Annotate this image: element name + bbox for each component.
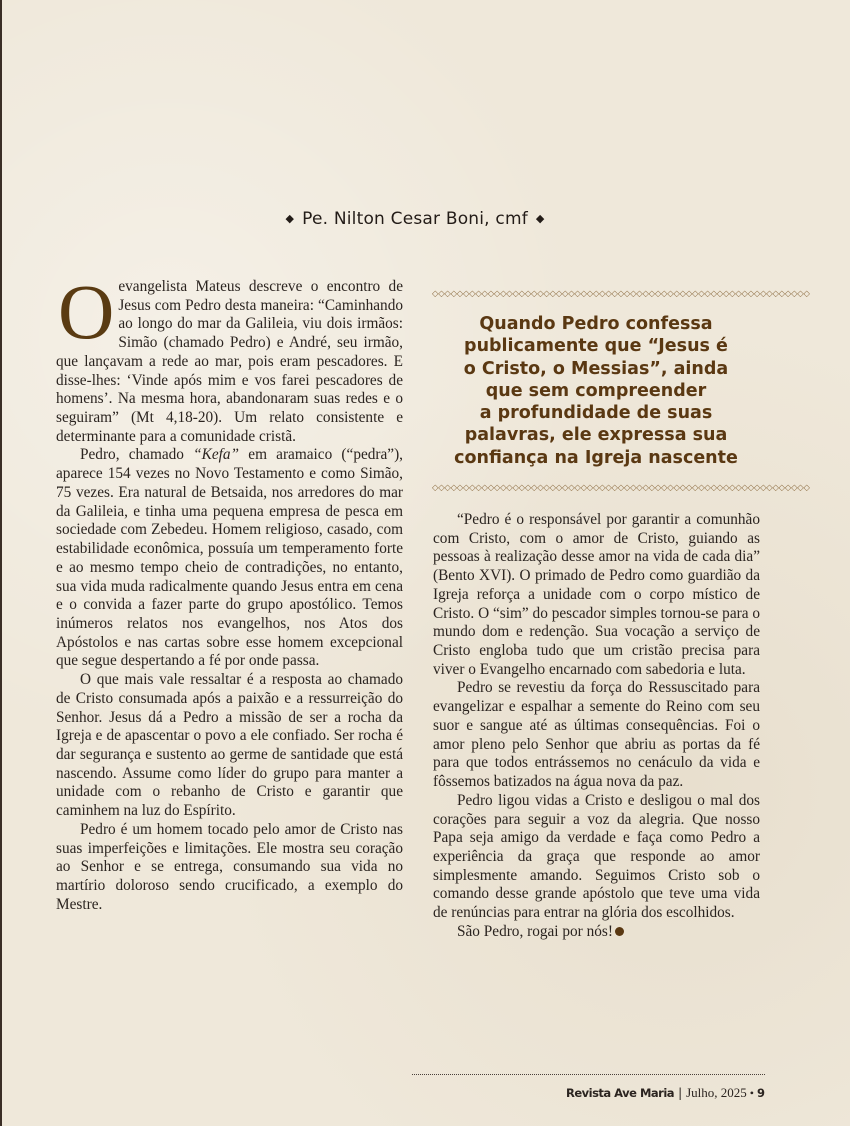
pull-quote (432, 287, 810, 494)
diamond-ornament-icon: ◆ (285, 212, 295, 225)
pull-quote-text: Quando Pedro confessa publicamente que “Jesus é o Cristo, o Messias”, ainda que sem compreender a profundidade de suas palavras, ele expressa sua confiança na Igreja nascente (454, 314, 738, 468)
footer-separator: | (678, 1086, 683, 1100)
footer-bullet: • (749, 1086, 754, 1100)
footer-dotted-rule (412, 1074, 765, 1075)
article-closing-line: São Pedro, rogai por nós! (433, 923, 760, 942)
magazine-name: Revista Ave Maria (565, 1086, 675, 1100)
diamond-ornament-icon: ◆ (535, 212, 545, 225)
diamond-border-ornament: ◇◇◇◇◇◇◇◇◇◇◇◇◇◇◇◇◇◇◇◇◇◇◇◇◇◇◇◇◇◇◇◇◇◇◇◇◇◇◇◇◇◇◇◇◇◇◇◇◇◇◇◇◇◇◇◇◇◇◇◇◇ (432, 288, 810, 298)
end-of-article-dot-icon (615, 927, 624, 936)
right-text-column (433, 511, 760, 942)
left-text-column (56, 268, 403, 914)
article-paragraph: O evangelista Mateus descreve o encontro de Jesus com Pedro desta maneira: “Caminhando ao longo do mar da Galileia, viu dois irmãos: Simão (chamado Pedro) e André, seu irmão, que lançavam a rede ao mar, pois eram pescadores. E disse-lhes: ‘Vinde após mim e vos farei pescadores de homens’. Na mesma hora, abandonaram suas redes e o seguiram” (Mt 4,18-20). Um relato consistente e determinante para a comunidade cristã. (56, 268, 403, 445)
article-paragraph: Pedro, chamado “Kefa” em aramaico (“pedra”), aparece 154 vezes no Novo Testamento e como Simão, 75 vezes. Era natural de Betsaida, nos arredores do mar da Galileia, e tinha uma pequena empresa de pesca em sociedade com Zebedeu. Homem religioso, casado, com estabilidade econômica, possuía um temperamento forte e ao mesmo tempo cheio de contradições, no entanto, sua vida muda radicalmente quando Jesus entra em cena e o convida a fazer parte do grupo apostólico. Temos inúmeros relatos nos evangelhos, nos Atos dos Apóstolos e nas cartas sobre esse homem excepcional que segue despertando a fé por onde passa. (56, 446, 403, 670)
article-paragraph: Pedro é um homem tocado pelo amor de Cristo nas suas imperfeições e limitações. Ele mostra seu coração ao Senhor e se entrega, consumando sua vida no martírio doloroso sendo crucificado, a exemplo do Mestre. (56, 820, 403, 913)
author-name: Pe. Nilton Cesar Boni, cmf (302, 209, 528, 229)
page-footer (566, 1085, 765, 1101)
article-paragraph: O que mais vale ressaltar é a resposta ao chamado de Cristo consumada após a paixão e a ressurreição do Senhor. Jesus dá a Pedro a missão de ser a rocha da Igreja e de apascentar o povo a ele confiado. Ser rocha é dar segurança e sustento ao germe de santidade que está nascendo. Assume como líder do grupo para manter a unidade com o rebanho de Cristo e garantir que caminhem na luz do Espírito. (56, 671, 403, 820)
drop-cap: O (58, 268, 115, 355)
article-paragraph: “Pedro é o responsável por garantir a comunhão com Cristo, com o amor de Cristo, guiando as pessoas à realização desse amor na vida de cada dia” (Bento XVI). O primado de Pedro como guardião da Igreja reforça a unidade com o corpo místico de Cristo. O “sim” do pescador simples tornou-se para o mundo dom e redenção. Sua vocação a serviço de Cristo engloba tudo que um cristão precisa para viver o Evangelho encarnado com sabedoria e luta. (433, 511, 760, 678)
italic-term: “Kefa” (193, 446, 240, 464)
issue-date: Julho, 2025 (686, 1085, 747, 1100)
article-paragraph: Pedro ligou vidas a Cristo e desligou o mal dos corações para seguir a voz da alegria. Que nosso Papa seja amigo da verdade e faça como Pedro a experiência da graça que responde ao amor simplesmente amando. Seguimos Cristo sob o comando desse grande apóstolo que teve uma vida de renúncias para entrar na glória dos escolhidos. (433, 791, 760, 922)
diamond-border-ornament: ◇◇◇◇◇◇◇◇◇◇◇◇◇◇◇◇◇◇◇◇◇◇◇◇◇◇◇◇◇◇◇◇◇◇◇◇◇◇◇◇◇◇◇◇◇◇◇◇◇◇◇◇◇◇◇◇◇◇◇◇◇ (432, 482, 810, 492)
article-paragraph: Pedro se revestiu da força do Ressuscitado para evangelizar e espalhar a semente do Reino com seu suor e sangue até as últimas consequências. Foi o amor pleno pelo Senhor que abriu as portas da fé para que todos entrássemos no cenáculo da vida e fôssemos batizados na água nova da paz. (433, 679, 760, 791)
page-number: 9 (756, 1086, 765, 1100)
page-spine-edge (0, 0, 2, 1126)
author-byline (0, 209, 830, 229)
